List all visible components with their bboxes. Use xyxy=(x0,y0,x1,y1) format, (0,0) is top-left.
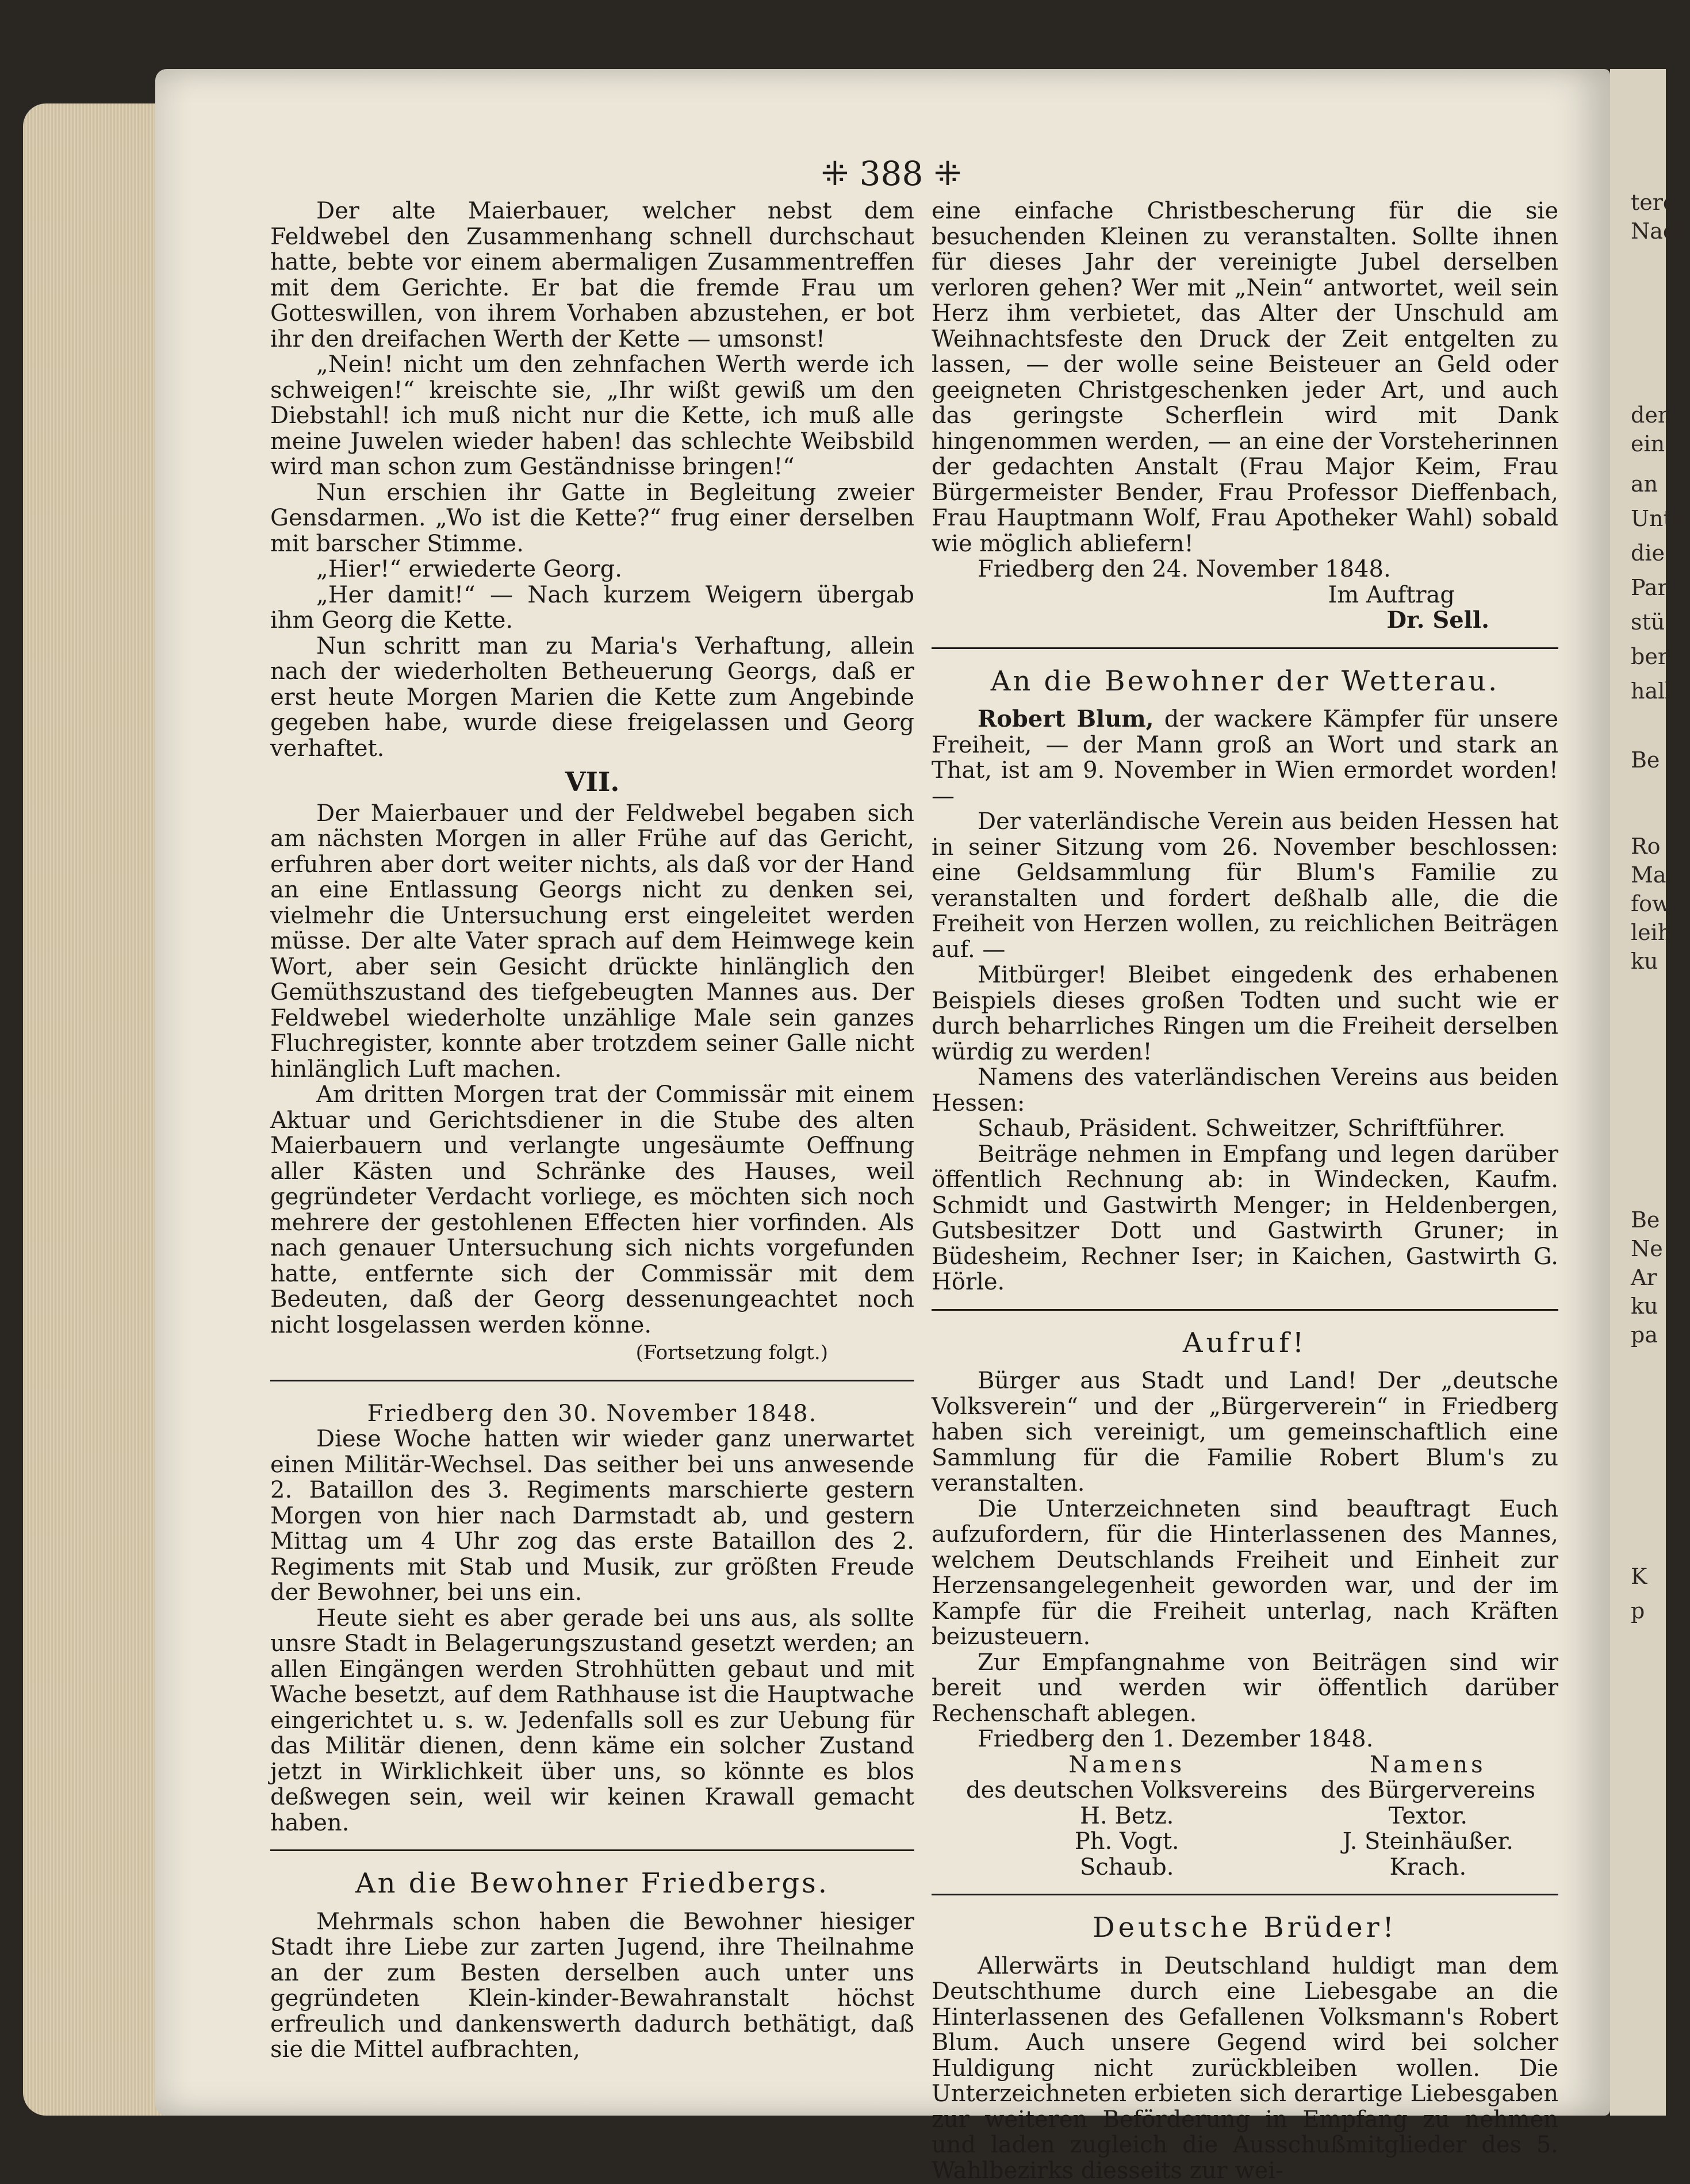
ornament-right-icon: ⁜ xyxy=(923,154,962,193)
adjacent-fragment: Ro xyxy=(1631,834,1661,859)
aufruf-heading: Aufruf! xyxy=(1182,1326,1308,1359)
adjacent-fragment: pa xyxy=(1631,1322,1658,1348)
adjacent-fragment: Be xyxy=(1631,1207,1660,1233)
aufruf-paragraph: Bürger aus Stadt und Land! Der „deutsche Volksverein“ und der „Bürgerverein“ in Friedberg haben sich vereinigt, um gemeinschaftlich eine Sammlung für die Familie Robert Blum's zu veranstalten. xyxy=(932,1368,1558,1496)
adjacent-fragment: Unte xyxy=(1631,506,1685,531)
right-column xyxy=(932,198,1558,2183)
ornament-left-icon: ⁜ xyxy=(821,154,860,193)
adjacent-fragment: Ma xyxy=(1631,862,1666,888)
wetterau-paragraph: Namens des vaterländischen Vereins aus beiden Hessen: xyxy=(932,1064,1558,1116)
sig-line: Ph. Vogt. xyxy=(1074,1828,1179,1855)
chapter-heading: VII. xyxy=(565,766,620,797)
adjacent-fragment: an xyxy=(1631,471,1658,497)
story-paragraph: „Her damit!“ — Nach kurzem Weigern übergab ihm Georg die Kette. xyxy=(270,581,914,634)
aufruf-date: Friedberg den 1. Dezember 1848. xyxy=(978,1726,1374,1752)
divider xyxy=(932,1309,1558,1314)
adjacent-fragment: den xyxy=(1631,402,1672,428)
aufruf-paragraph: Zur Empfangnahme von Beiträgen sind wir bereit und werden wir öffentlich darüber Rechenschaft ablegen. xyxy=(932,1649,1558,1727)
divider xyxy=(270,1380,914,1385)
sig-line: Schaub. xyxy=(1079,1853,1174,1880)
sig-line: des deutschen Volksvereins xyxy=(966,1777,1288,1803)
adjacent-fragment: halb xyxy=(1631,678,1679,704)
story-paragraph: „Nein! nicht um den zehnfachen Werth werde ich schweigen!“ kreischte sie, „Ihr wißt gewiß um den Diebstahl! ich muß nicht nur die Kette, ich muß alle meine Juwelen wieder haben! das schlechte Weibsbild wird man schon zum Geständnisse bringen!“ xyxy=(270,351,914,480)
adjacent-fragment: stü xyxy=(1631,609,1665,635)
adjacent-fragment: ku xyxy=(1631,949,1658,974)
wetterau-paragraph: Der vaterländische Verein aus beiden Hessen hat in seiner Sitzung vom 26. November beschlossen: eine Geldsammlung für Blum's Familie zu veranstalten und fordert deßhalb alle, die die Freiheit von Herzen wollen, zu reichlichen Beiträgen auf. — xyxy=(932,808,1558,963)
adjacent-fragment: Ne xyxy=(1631,1236,1663,1261)
adjacent-fragment: ein xyxy=(1631,431,1665,456)
wetterau-paragraph: Mitbürger! Bleibet eingedenk des erhabenen Beispiels dieses großen Todten und sucht wie er durch beharrliches Ringen um die Freiheit derselben würdig zu werden! xyxy=(932,962,1558,1065)
left-column xyxy=(270,198,914,2063)
story-paragraph: Der alte Maierbauer, welcher nebst dem Feldwebel den Zusammenhang schnell durchschaut hatte, bebte vor einem abermaligen Zusammentreffen mit dem Gerichte. Er bat die fremde Frau um Gotteswillen, von ihrem Vorhaben abzustehen, er bot ihr den dreifachen Werth der Kette — umsonst! xyxy=(270,198,914,352)
adjacent-fragment: die xyxy=(1631,540,1665,566)
sig-line: Namens xyxy=(1068,1751,1186,1778)
adjacent-fragment: p xyxy=(1631,1598,1645,1623)
appeal-signature-name: Dr. Sell. xyxy=(1386,607,1489,634)
adjacent-fragment: Nach xyxy=(1631,218,1689,244)
signature-block xyxy=(932,1752,1558,1880)
wetterau-collectors: Beiträge nehmen in Empfang und legen darüber öffentlich Rechnung ab: in Windecken, Kaufm. Schmidt und Gastwirth Menger; in Heldenbergen, Gutsbesitzer Dott und Gastwirth Gruner; in Büdesheim, Rechner Iser; in Kaichen, Gastwirth G. Hörle. xyxy=(932,1141,1558,1295)
robert-blum-name: Robert Blum, xyxy=(978,705,1154,732)
adjacent-fragment: teren xyxy=(1631,190,1690,215)
wetterau-lead: der wackere Kämpfer für unsere Freiheit, — der Mann groß an Wort und stark an That, ist am 9. November in Wien ermordet worden! — xyxy=(932,706,1558,809)
sig-line: Krach. xyxy=(1389,1853,1467,1880)
adjacent-fragment: Ar xyxy=(1631,1265,1657,1290)
appeal-signature-line: Im Auftrag xyxy=(1328,581,1455,608)
sig-line: J. Steinhäußer. xyxy=(1342,1828,1513,1855)
adjacent-fragment: Par xyxy=(1631,575,1668,600)
news-paragraph: Heute sieht es aber gerade bei uns aus, als sollte unsre Stadt in Belagerungszustand gesetzt werden; an allen Eingängen werden Strohhütten gebaut und mit Wache besetzt, auf dem Rathhause ist die Hauptwache eingerichtet u. s. w. Jedenfalls soll es zur Uebung für das Militär dienen, denn käme ein solcher Zustand jetzt in Wirklichkeit über uns, so könnte es blos deßwegen sein, weil wir keinen Krawall gemacht haben. xyxy=(270,1605,914,1836)
adjacent-fragment: ku xyxy=(1631,1293,1658,1319)
adjacent-fragment: fow xyxy=(1631,891,1671,916)
adjacent-fragment: leih xyxy=(1631,920,1672,945)
sig-line: des Bürgervereins xyxy=(1320,1777,1535,1803)
story-paragraph: Nun schritt man zu Maria's Verhaftung, allein nach der wiederholten Betheuerung Georgs, daß er erst heute Morgen Marien die Kette zum Angebinde gegeben habe, wurde diese freigelassen und Georg verhaftet. xyxy=(270,632,914,762)
wetterau-heading: An die Bewohner der Wetterau. xyxy=(990,665,1500,697)
appeal-paragraph: Mehrmals schon haben die Bewohner hiesiger Stadt ihre Liebe zur zarten Jugend, ihre Theilnahme an der zum Besten derselben auch unter uns gegründeten Klein-kinder-Bewahranstalt höchst erfreulich und dankenswerth dadurch bethätigt, daß sie die Mittel aufbrachten, xyxy=(270,1908,914,2063)
page-number-value: 388 xyxy=(859,154,923,193)
divider xyxy=(932,1894,1558,1899)
sig-line: Textor. xyxy=(1388,1802,1468,1829)
story-paragraph: „Hier!“ erwiederte Georg. xyxy=(316,556,622,582)
divider xyxy=(932,647,1558,652)
chapter-paragraph: Am dritten Morgen trat der Commissär mit einem Aktuar und Gerichtsdiener in die Stube des alten Maierbauern und verlangte ungesäumte Oeffnung aller Kästen und Schränke des Hauses, weil gegründeter Verdacht vorliege, es möchten sich noch mehrere der gestohlenen Effecten hier vorfinden. Als nach genauer Untersuchung sich nichts vorgefunden hatte, entfernte sich der Commissär mit dem Bedeuten, daß der Georg dessenungeachtet noch nicht losgelassen werden könne. xyxy=(270,1081,914,1338)
aufruf-paragraph: Die Unterzeichneten sind beauftragt Euch aufzufordern, für die Hinterlassenen des Mannes, welchem Deutschlands Freiheit und Einheit zur Herzensangelegenheit geworden war, und der im Kampfe für die Freiheit unterlag, nach Kräften beizusteuern. xyxy=(932,1495,1558,1650)
signature-right xyxy=(1321,1752,1535,1880)
brueder-paragraph: Allerwärts in Deutschland huldigt man dem Deutschthume durch eine Liebesgabe an die Hinterlassenen des Gefallenen Volksmann's Robert Blum. Auch unsere Gegend wird bei solcher Huldigung nicht zurückbleiben wollen. Die Unterzeichneten erbieten sich derartige Liebesgaben zur weiteren Beförderung in Empfang zu nehmen und laden zugleich die Ausschußmitglieder des 5. Wahlbezirks diesseits zur wei- xyxy=(932,1952,1558,2184)
divider xyxy=(270,1849,914,1855)
adjacent-page xyxy=(1610,69,1690,2116)
appeal-heading: An die Bewohner Friedbergs. xyxy=(355,1867,830,1899)
adjacent-fragment: beri xyxy=(1631,644,1676,669)
story-paragraph: Nun erschien ihr Gatte in Begleitung zweier Gensdarmen. „Wo ist die Kette?“ frug einer derselben mit barscher Stimme. xyxy=(270,479,914,557)
wetterau-signatories: Schaub, Präsident. Schweitzer, Schriftführer. xyxy=(978,1115,1506,1142)
signature-left xyxy=(966,1752,1287,1880)
news-dateline: Friedberg den 30. November 1848. xyxy=(367,1400,818,1427)
appeal-date: Friedberg den 24. November 1848. xyxy=(978,556,1391,582)
adjacent-fragment: Be xyxy=(1631,747,1660,773)
page-number xyxy=(794,154,989,193)
news-paragraph: Diese Woche hatten wir wieder ganz unerwartet einen Militär-Wechsel. Das seither bei uns anwesende 2. Bataillon des 3. Regiments marschierte gestern Morgen von hier nach Darmstadt ab, und gestern Mittag um 4 Uhr zog das erste Bataillon des 2. Regiments mit Stab und Musik, zur größten Freude der Bewohner, bei uns ein. xyxy=(270,1426,914,1606)
chapter-paragraph: Der Maierbauer und der Feldwebel begaben sich am nächsten Morgen in aller Frühe auf das Gericht, erfuhren aber dort weiter nichts, als daß vor der Hand an eine Entlassung Georgs nicht zu denken sei, vielmehr die Untersuchung erst eingeleitet werden müsse. Der alte Vater sprach auf dem Heimwege kein Wort, aber sein Gesicht drückte hinlänglich den Gemüthszustand des tiefgebeugten Mannes aus. Der Feldwebel wiederholte unzählige Male sein ganzes Fluchregister, konnte aber trotzdem seiner Galle nicht hinlänglich Luft machen. xyxy=(270,800,914,1083)
appeal-continued: eine einfache Christbescherung für die sie besuchenden Kleinen zu veranstalten. Sollte ihnen für dieses Jahr der vereinigte Jubel derselben verloren gehen? Wer mit „Nein“ antwortet, weil sein Herz ihm verbietet, das Alter der Unschuld am Weihnachtsfeste den Druck der Zeit entgelten zu lassen, — der wolle seine Beisteuer an Geld oder geeigneten Christgeschenken jeder Art, und auch das geringste Scherflein wird mit Dank hingenommen werden, — an eine der Vorsteherinnen der gedachten Anstalt (Frau Major Keim, Frau Bürgermeister Bender, Frau Professor Dieffenbach, Frau Hauptmann Wolf, Frau Apotheker Wahl) sobald wie möglich abliefern! xyxy=(932,198,1558,557)
continuation-note: (Fortsetzung folgt.) xyxy=(635,1341,828,1364)
sig-line: H. Betz. xyxy=(1080,1802,1174,1829)
adjacent-fragment: K xyxy=(1631,1564,1647,1589)
brueder-heading: Deutsche Brüder! xyxy=(1093,1912,1397,1944)
sig-line: Namens xyxy=(1369,1751,1486,1778)
